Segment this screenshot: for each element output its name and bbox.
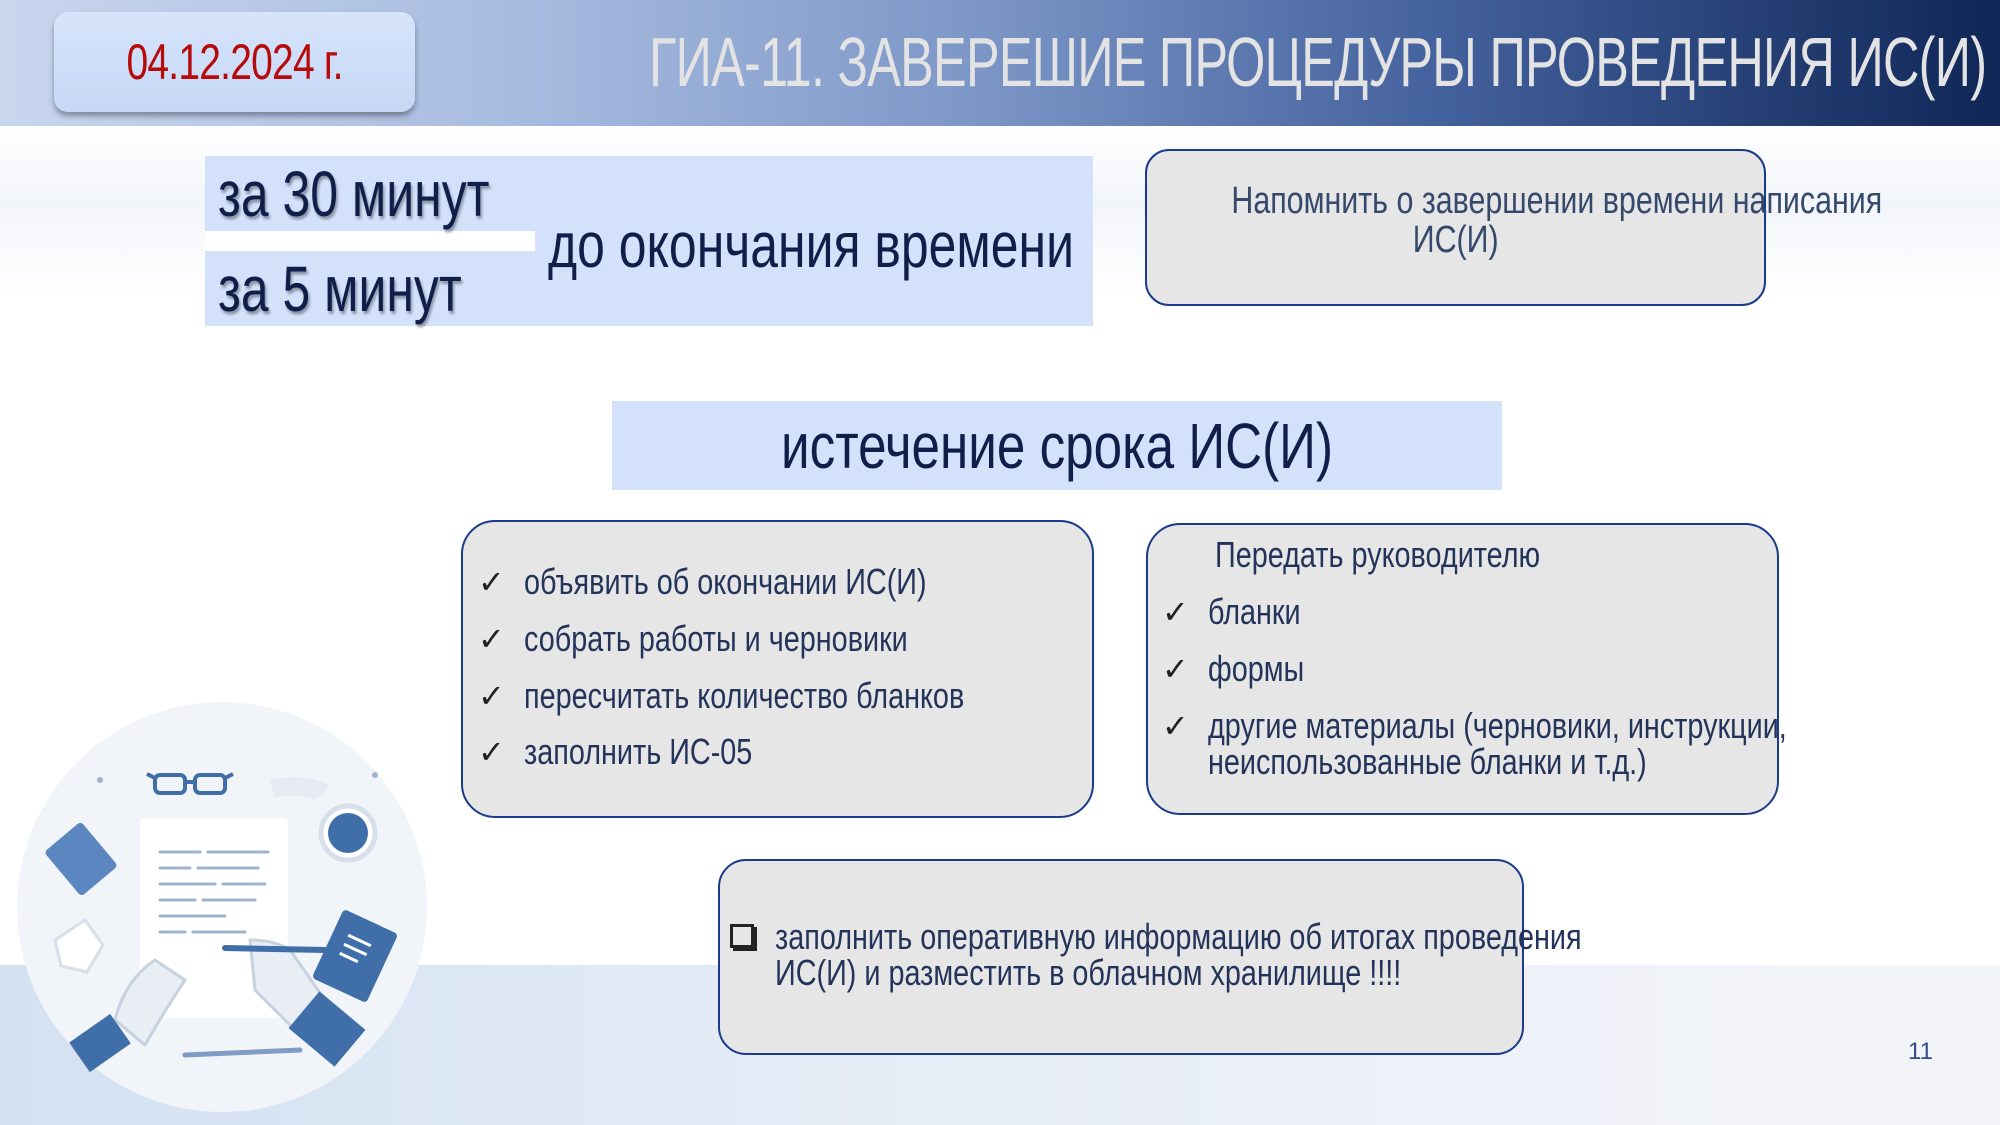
bottom-line-1: заполнить оперативную информацию об итогах проведения bbox=[775, 916, 1582, 957]
check-icon: ✓ bbox=[1162, 594, 1189, 630]
timer-divider bbox=[205, 231, 535, 251]
checkbox-bullet-icon bbox=[730, 924, 754, 948]
check-icon: ✓ bbox=[478, 564, 505, 600]
remind-line-1: Напомнить о завершении времени написания bbox=[1231, 180, 1883, 222]
date-text: 04.12.2024 г. bbox=[126, 34, 343, 90]
date-badge bbox=[54, 12, 415, 112]
check-icon: ✓ bbox=[478, 734, 505, 770]
remind-line-2: ИС(И) bbox=[1412, 219, 1499, 261]
slide-title: ГИА-11. ЗАВЕРЕШИЕ ПРОЦЕДУРЫ ПРОВЕДЕНИЯ ИС(И) bbox=[648, 23, 1986, 101]
timer-30-min: за 30 минут bbox=[218, 158, 490, 230]
page-number: 11 bbox=[1908, 1038, 1933, 1065]
check-icon: ✓ bbox=[478, 678, 505, 714]
check-icon: ✓ bbox=[1162, 651, 1189, 687]
check-icon: ✓ bbox=[1162, 708, 1189, 744]
expiry-bar bbox=[612, 401, 1502, 490]
desk-illustration bbox=[15, 700, 430, 1115]
timer-5-min: за 5 минут bbox=[218, 253, 462, 325]
timer-rest-text: до окончания времени bbox=[548, 209, 1074, 281]
expiry-label: истечение срока ИС(И) bbox=[780, 409, 1334, 482]
handover-heading: Передать руководителю bbox=[1215, 534, 1541, 575]
check-icon: ✓ bbox=[478, 621, 505, 657]
list-item-continuation: неиспользованные бланки и т.д.) bbox=[1208, 741, 1647, 782]
remind-text bbox=[1150, 180, 1883, 261]
bottom-line-2: ИС(И) и разместить в облачном хранилище !!!! bbox=[775, 952, 1402, 993]
pen-icon bbox=[225, 948, 325, 950]
